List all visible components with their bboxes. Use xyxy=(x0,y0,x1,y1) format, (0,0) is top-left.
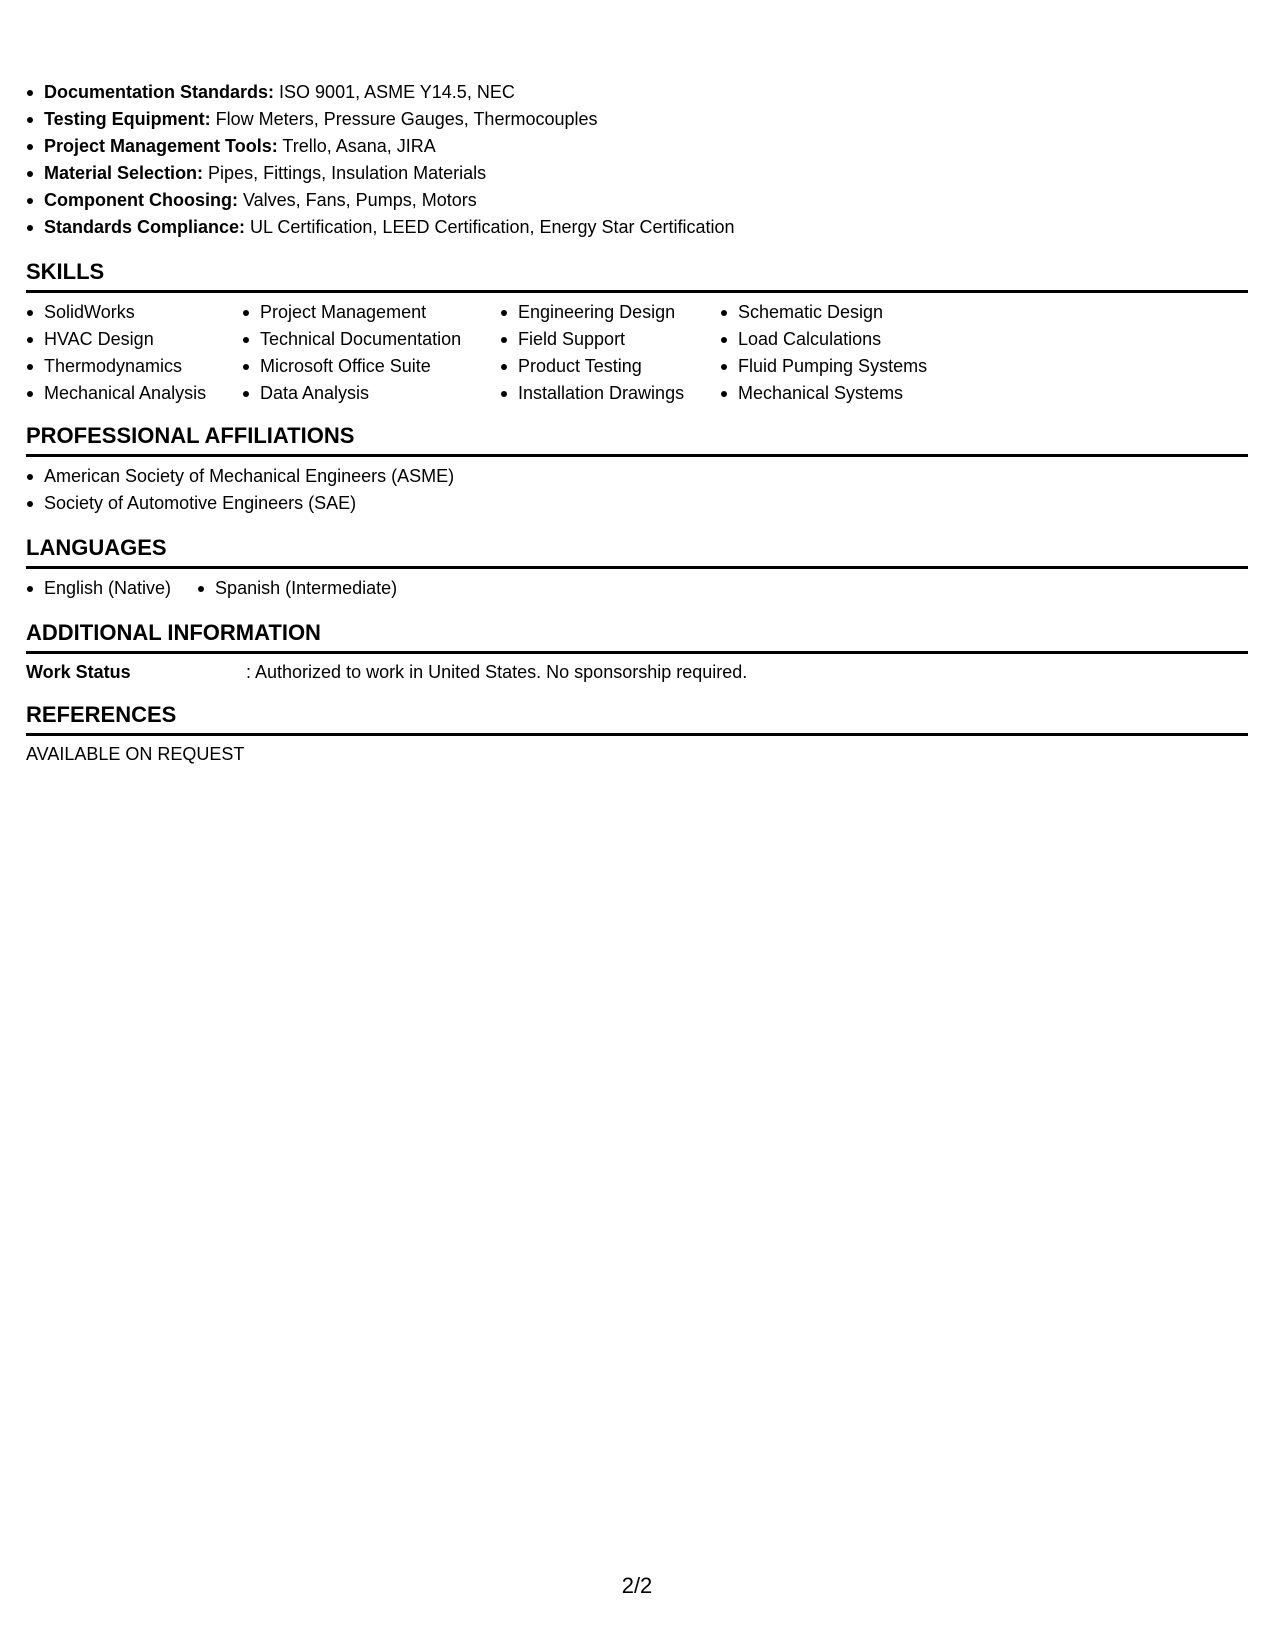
page-number: 2/2 xyxy=(621,1573,653,1598)
section-title-languages: LANGUAGES xyxy=(26,535,1248,569)
item-label: Material Selection: xyxy=(44,163,204,183)
skill-item: Field Support xyxy=(500,326,720,353)
list-item: Society of Automotive Engineers (SAE) xyxy=(26,490,454,517)
skills-column xyxy=(720,299,980,407)
skill-item: Installation Drawings xyxy=(500,380,720,407)
work-status-row xyxy=(26,660,747,684)
item-value: Flow Meters, Pressure Gauges, Thermocouples xyxy=(210,109,598,129)
skill-item: Fluid Pumping Systems xyxy=(720,353,980,380)
work-status-label: Work Status xyxy=(26,662,131,682)
list-item: Spanish (Intermediate) xyxy=(197,575,397,602)
skill-item: Load Calculations xyxy=(720,326,980,353)
skill-item: Product Testing xyxy=(500,353,720,380)
list-item xyxy=(26,160,735,187)
affiliations-list xyxy=(26,463,454,517)
list-item: English (Native) xyxy=(26,575,171,602)
section-title-additional-information: ADDITIONAL INFORMATION xyxy=(26,620,1248,654)
skill-item: Mechanical Analysis xyxy=(26,380,242,407)
skill-item: Data Analysis xyxy=(242,380,500,407)
skills-column xyxy=(242,299,500,407)
item-label: Standards Compliance: xyxy=(44,217,246,237)
skill-item: Microsoft Office Suite xyxy=(242,353,500,380)
list-item xyxy=(26,187,735,214)
item-value: ISO 9001, ASME Y14.5, NEC xyxy=(274,82,515,102)
item-label: Testing Equipment: xyxy=(44,109,211,129)
item-label: Project Management Tools: xyxy=(44,136,278,156)
skill-item: Schematic Design xyxy=(720,299,980,326)
skill-item: Engineering Design xyxy=(500,299,720,326)
skills-column xyxy=(26,299,242,407)
resume-page xyxy=(26,0,1248,1650)
list-item xyxy=(26,133,735,160)
item-value: Trello, Asana, JIRA xyxy=(277,136,436,156)
skill-item: Thermodynamics xyxy=(26,353,242,380)
list-item xyxy=(26,79,735,106)
technical-tools-list xyxy=(26,79,735,241)
languages-list xyxy=(26,575,423,602)
item-value: Pipes, Fittings, Insulation Materials xyxy=(203,163,487,183)
skill-item: Technical Documentation xyxy=(242,326,500,353)
item-label: Component Choosing: xyxy=(44,190,238,210)
section-title-skills: SKILLS xyxy=(26,259,1248,293)
skill-item: HVAC Design xyxy=(26,326,242,353)
work-status-value: : Authorized to work in United States. No sponsorship required. xyxy=(246,662,748,682)
skill-item: SolidWorks xyxy=(26,299,242,326)
skill-item: Mechanical Systems xyxy=(720,380,980,407)
list-item xyxy=(26,214,735,241)
item-label: Documentation Standards: xyxy=(44,82,275,102)
skills-grid xyxy=(26,299,980,407)
section-title-affiliations: PROFESSIONAL AFFILIATIONS xyxy=(26,423,1248,457)
item-value: Valves, Fans, Pumps, Motors xyxy=(237,190,477,210)
list-item xyxy=(26,106,735,133)
section-title-references: REFERENCES xyxy=(26,702,1248,736)
list-item: American Society of Mechanical Engineers (ASME) xyxy=(26,463,454,490)
skill-item: Project Management xyxy=(242,299,500,326)
item-value: UL Certification, LEED Certification, Energy Star Certification xyxy=(245,217,735,237)
references-text: AVAILABLE ON REQUEST xyxy=(26,744,245,764)
skills-column xyxy=(500,299,720,407)
